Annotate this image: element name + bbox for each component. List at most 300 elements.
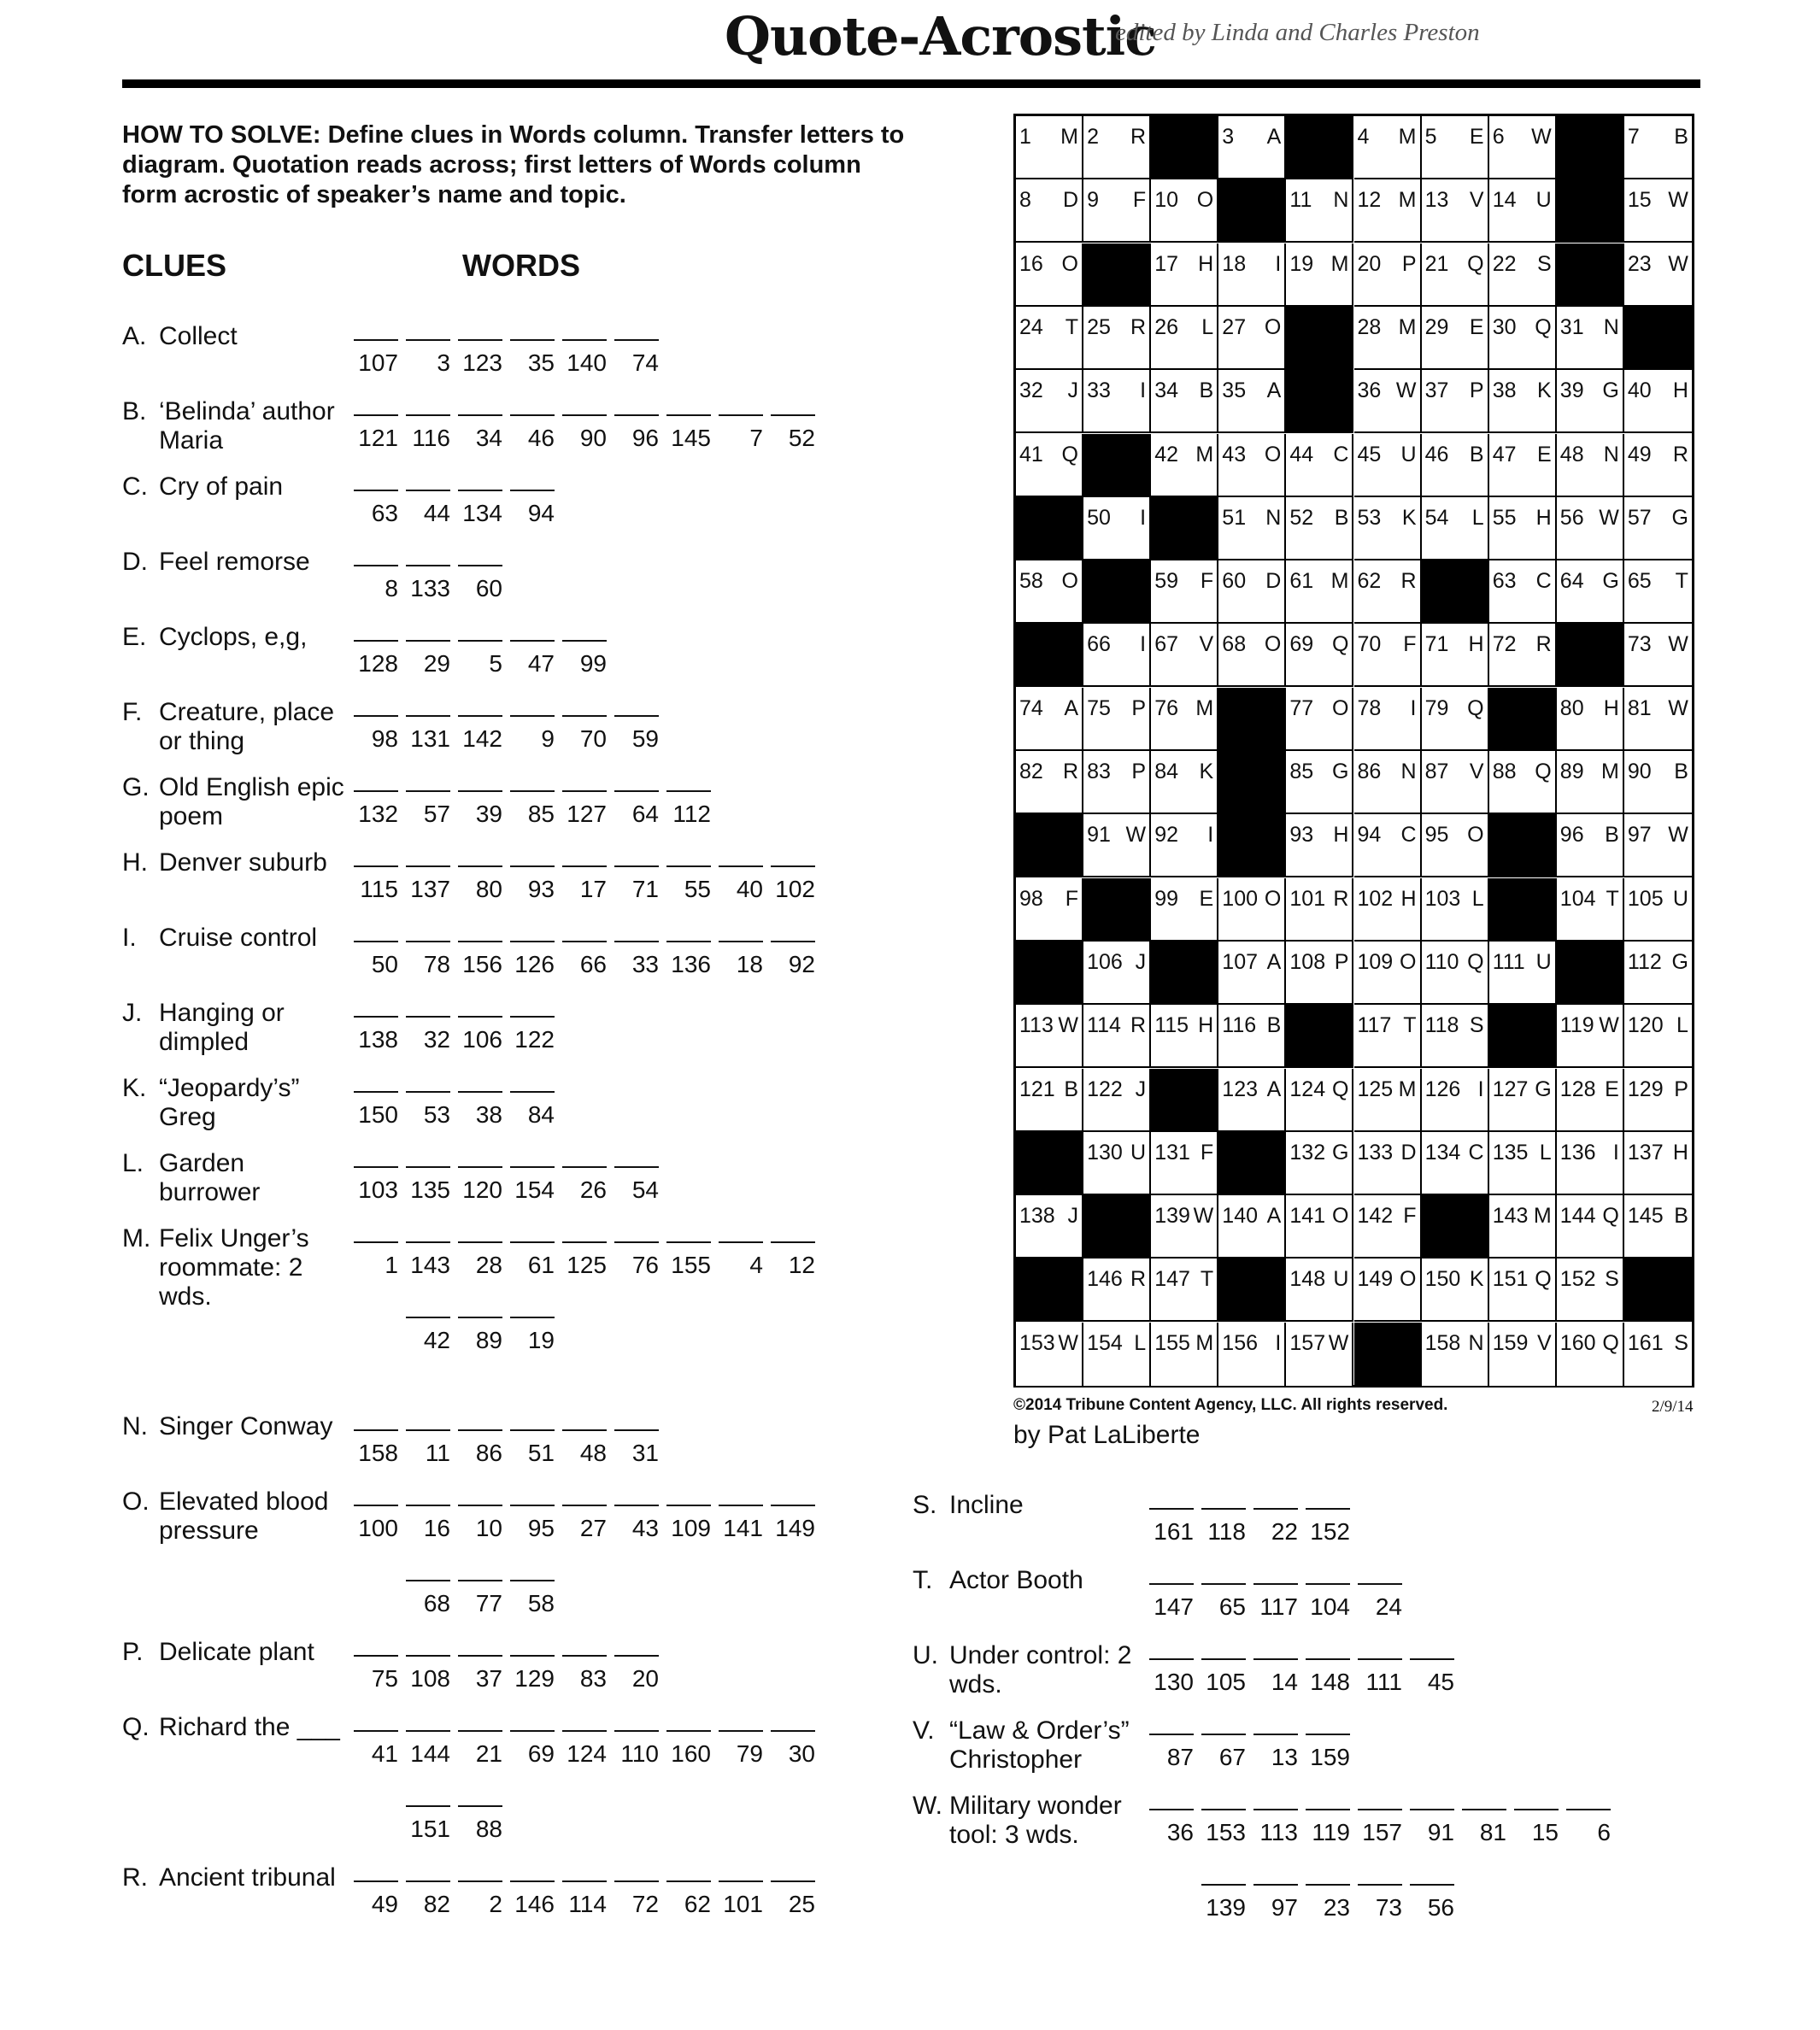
- answer-blank[interactable]: [510, 1429, 555, 1466]
- grid-cell[interactable]: [1218, 307, 1286, 370]
- answer-blank[interactable]: [354, 1505, 398, 1541]
- answer-blank[interactable]: [771, 941, 815, 977]
- grid-cell[interactable]: [1016, 434, 1083, 497]
- answer-blank[interactable]: [614, 1730, 659, 1767]
- answer-blank[interactable]: [458, 941, 502, 977]
- answer-blank[interactable]: [354, 941, 398, 977]
- answer-blank[interactable]: [1253, 1809, 1298, 1845]
- grid-cell[interactable]: [1286, 497, 1353, 560]
- answer-blank[interactable]: [458, 1016, 502, 1053]
- answer-blank[interactable]: [562, 414, 607, 451]
- grid-cell[interactable]: [1557, 307, 1624, 370]
- answer-blank[interactable]: [510, 865, 555, 902]
- answer-blank[interactable]: [1201, 1809, 1246, 1845]
- grid-cell[interactable]: [1354, 624, 1422, 687]
- grid-cell[interactable]: [1354, 370, 1422, 433]
- answer-blank[interactable]: [406, 1730, 450, 1767]
- answer-blank[interactable]: [1306, 1583, 1350, 1620]
- grid-cell[interactable]: [1083, 497, 1151, 560]
- grid-cell[interactable]: [1218, 243, 1286, 307]
- answer-blank[interactable]: [719, 1730, 763, 1767]
- grid-cell[interactable]: [1624, 434, 1692, 497]
- answer-blank[interactable]: [406, 1429, 450, 1466]
- answer-blank[interactable]: [1253, 1658, 1298, 1695]
- grid-cell[interactable]: [1489, 751, 1557, 814]
- answer-blank[interactable]: [406, 640, 450, 677]
- grid-cell[interactable]: [1557, 560, 1624, 624]
- grid-cell[interactable]: [1557, 1005, 1624, 1068]
- grid-cell[interactable]: [1354, 1069, 1422, 1132]
- answer-blank[interactable]: [510, 490, 555, 526]
- grid-cell[interactable]: [1422, 1258, 1489, 1322]
- grid-cell[interactable]: [1218, 1195, 1286, 1258]
- grid-cell[interactable]: [1016, 243, 1083, 307]
- answer-blank[interactable]: [614, 1429, 659, 1466]
- grid-cell[interactable]: [1624, 1323, 1692, 1386]
- answer-blank[interactable]: [406, 1166, 450, 1203]
- answer-blank[interactable]: [354, 1730, 398, 1767]
- grid-cell[interactable]: [1422, 307, 1489, 370]
- grid-cell[interactable]: [1218, 370, 1286, 433]
- answer-blank[interactable]: [1410, 1884, 1454, 1921]
- answer-blank[interactable]: [458, 1241, 502, 1278]
- answer-blank[interactable]: [1566, 1809, 1611, 1845]
- answer-blank[interactable]: [562, 1166, 607, 1203]
- answer-blank[interactable]: [510, 640, 555, 677]
- grid-cell[interactable]: [1489, 1195, 1557, 1258]
- grid-cell[interactable]: [1624, 179, 1692, 243]
- answer-blank[interactable]: [406, 414, 450, 451]
- answer-blank[interactable]: [562, 1241, 607, 1278]
- grid-cell[interactable]: [1151, 243, 1218, 307]
- answer-blank[interactable]: [458, 1655, 502, 1692]
- grid-cell[interactable]: [1083, 688, 1151, 751]
- grid-cell[interactable]: [1286, 688, 1353, 751]
- grid-cell[interactable]: [1151, 814, 1218, 877]
- grid-cell[interactable]: [1557, 1195, 1624, 1258]
- grid-cell[interactable]: [1083, 1132, 1151, 1195]
- grid-cell[interactable]: [1286, 1132, 1353, 1195]
- answer-blank[interactable]: [354, 1241, 398, 1278]
- grid-cell[interactable]: [1286, 1258, 1353, 1322]
- answer-blank[interactable]: [458, 715, 502, 752]
- grid-cell[interactable]: [1218, 1005, 1286, 1068]
- answer-blank[interactable]: [354, 1016, 398, 1053]
- grid-cell[interactable]: [1286, 624, 1353, 687]
- answer-blank[interactable]: [614, 1880, 659, 1917]
- answer-blank[interactable]: [562, 941, 607, 977]
- grid-cell[interactable]: [1489, 243, 1557, 307]
- answer-blank[interactable]: [510, 1317, 555, 1353]
- grid-cell[interactable]: [1422, 624, 1489, 687]
- grid-cell[interactable]: [1083, 179, 1151, 243]
- grid-cell[interactable]: [1489, 1132, 1557, 1195]
- answer-blank[interactable]: [510, 1730, 555, 1767]
- grid-cell[interactable]: [1489, 116, 1557, 179]
- answer-blank[interactable]: [406, 339, 450, 376]
- grid-cell[interactable]: [1083, 1258, 1151, 1322]
- answer-blank[interactable]: [354, 640, 398, 677]
- grid-cell[interactable]: [1422, 434, 1489, 497]
- answer-blank[interactable]: [1358, 1809, 1402, 1845]
- grid-cell[interactable]: [1557, 497, 1624, 560]
- grid-cell[interactable]: [1489, 1258, 1557, 1322]
- answer-blank[interactable]: [666, 941, 711, 977]
- answer-blank[interactable]: [510, 1505, 555, 1541]
- grid-cell[interactable]: [1286, 1195, 1353, 1258]
- grid-cell[interactable]: [1218, 1323, 1286, 1386]
- answer-blank[interactable]: [458, 640, 502, 677]
- grid-cell[interactable]: [1151, 688, 1218, 751]
- grid-cell[interactable]: [1489, 1323, 1557, 1386]
- grid-cell[interactable]: [1624, 942, 1692, 1005]
- grid-cell[interactable]: [1151, 751, 1218, 814]
- grid-cell[interactable]: [1218, 497, 1286, 560]
- grid-cell[interactable]: [1083, 942, 1151, 1005]
- answer-blank[interactable]: [1358, 1583, 1402, 1620]
- answer-blank[interactable]: [406, 490, 450, 526]
- answer-blank[interactable]: [666, 1730, 711, 1767]
- grid-cell[interactable]: [1557, 814, 1624, 877]
- answer-blank[interactable]: [406, 1805, 450, 1842]
- grid-cell[interactable]: [1354, 942, 1422, 1005]
- answer-blank[interactable]: [458, 1730, 502, 1767]
- grid-cell[interactable]: [1016, 116, 1083, 179]
- grid-cell[interactable]: [1016, 688, 1083, 751]
- grid-cell[interactable]: [1354, 1005, 1422, 1068]
- grid-cell[interactable]: [1354, 878, 1422, 942]
- grid-cell[interactable]: [1422, 243, 1489, 307]
- grid-cell[interactable]: [1218, 116, 1286, 179]
- grid-cell[interactable]: [1151, 370, 1218, 433]
- answer-blank[interactable]: [562, 1655, 607, 1692]
- grid-cell[interactable]: [1016, 560, 1083, 624]
- grid-cell[interactable]: [1422, 878, 1489, 942]
- grid-cell[interactable]: [1354, 814, 1422, 877]
- grid-cell[interactable]: [1151, 434, 1218, 497]
- grid-cell[interactable]: [1354, 688, 1422, 751]
- grid-cell[interactable]: [1016, 1069, 1083, 1132]
- grid-cell[interactable]: [1218, 434, 1286, 497]
- grid-cell[interactable]: [1422, 179, 1489, 243]
- answer-blank[interactable]: [1201, 1658, 1246, 1695]
- answer-blank[interactable]: [406, 865, 450, 902]
- grid-cell[interactable]: [1151, 307, 1218, 370]
- answer-blank[interactable]: [614, 1166, 659, 1203]
- answer-blank[interactable]: [719, 941, 763, 977]
- answer-blank[interactable]: [719, 1880, 763, 1917]
- grid-cell[interactable]: [1557, 370, 1624, 433]
- answer-blank[interactable]: [1201, 1734, 1246, 1770]
- answer-blank[interactable]: [562, 865, 607, 902]
- answer-blank[interactable]: [562, 715, 607, 752]
- answer-blank[interactable]: [1149, 1583, 1194, 1620]
- answer-blank[interactable]: [562, 640, 607, 677]
- answer-blank[interactable]: [666, 1505, 711, 1541]
- grid-cell[interactable]: [1354, 1132, 1422, 1195]
- answer-blank[interactable]: [458, 1166, 502, 1203]
- grid-cell[interactable]: [1624, 814, 1692, 877]
- grid-cell[interactable]: [1354, 179, 1422, 243]
- answer-blank[interactable]: [354, 1429, 398, 1466]
- grid-cell[interactable]: [1286, 1069, 1353, 1132]
- answer-blank[interactable]: [406, 1091, 450, 1128]
- grid-cell[interactable]: [1218, 560, 1286, 624]
- answer-blank[interactable]: [406, 790, 450, 827]
- answer-blank[interactable]: [510, 790, 555, 827]
- grid-cell[interactable]: [1557, 1258, 1624, 1322]
- answer-blank[interactable]: [510, 1580, 555, 1616]
- grid-cell[interactable]: [1083, 307, 1151, 370]
- answer-blank[interactable]: [354, 1166, 398, 1203]
- grid-cell[interactable]: [1489, 370, 1557, 433]
- grid-cell[interactable]: [1083, 1005, 1151, 1068]
- grid-cell[interactable]: [1151, 624, 1218, 687]
- answer-blank[interactable]: [1462, 1809, 1506, 1845]
- grid-cell[interactable]: [1354, 307, 1422, 370]
- answer-blank[interactable]: [458, 865, 502, 902]
- grid-cell[interactable]: [1557, 1132, 1624, 1195]
- answer-blank[interactable]: [1358, 1884, 1402, 1921]
- answer-blank[interactable]: [666, 865, 711, 902]
- answer-blank[interactable]: [1149, 1658, 1194, 1695]
- grid-cell[interactable]: [1354, 434, 1422, 497]
- answer-blank[interactable]: [1358, 1658, 1402, 1695]
- grid-cell[interactable]: [1151, 1132, 1218, 1195]
- grid-cell[interactable]: [1624, 1005, 1692, 1068]
- grid-cell[interactable]: [1016, 1323, 1083, 1386]
- grid-cell[interactable]: [1083, 116, 1151, 179]
- answer-blank[interactable]: [1253, 1508, 1298, 1545]
- grid-cell[interactable]: [1083, 751, 1151, 814]
- answer-blank[interactable]: [562, 1429, 607, 1466]
- answer-blank[interactable]: [614, 790, 659, 827]
- answer-blank[interactable]: [562, 1880, 607, 1917]
- answer-blank[interactable]: [406, 1241, 450, 1278]
- grid-cell[interactable]: [1286, 243, 1353, 307]
- answer-blank[interactable]: [1149, 1809, 1194, 1845]
- grid-cell[interactable]: [1557, 1069, 1624, 1132]
- grid-cell[interactable]: [1083, 624, 1151, 687]
- grid-cell[interactable]: [1151, 179, 1218, 243]
- answer-blank[interactable]: [614, 1505, 659, 1541]
- grid-cell[interactable]: [1422, 814, 1489, 877]
- answer-blank[interactable]: [666, 414, 711, 451]
- grid-cell[interactable]: [1218, 624, 1286, 687]
- grid-cell[interactable]: [1354, 243, 1422, 307]
- answer-blank[interactable]: [458, 339, 502, 376]
- answer-blank[interactable]: [354, 1880, 398, 1917]
- grid-cell[interactable]: [1218, 942, 1286, 1005]
- grid-cell[interactable]: [1489, 179, 1557, 243]
- answer-blank[interactable]: [719, 1505, 763, 1541]
- answer-blank[interactable]: [771, 1880, 815, 1917]
- answer-blank[interactable]: [1201, 1583, 1246, 1620]
- grid-cell[interactable]: [1422, 942, 1489, 1005]
- grid-cell[interactable]: [1286, 1323, 1353, 1386]
- grid-cell[interactable]: [1286, 560, 1353, 624]
- grid-cell[interactable]: [1151, 1258, 1218, 1322]
- answer-blank[interactable]: [771, 1505, 815, 1541]
- answer-blank[interactable]: [510, 1016, 555, 1053]
- grid-cell[interactable]: [1422, 688, 1489, 751]
- grid-cell[interactable]: [1624, 688, 1692, 751]
- grid-cell[interactable]: [1286, 434, 1353, 497]
- grid-cell[interactable]: [1489, 1069, 1557, 1132]
- grid-cell[interactable]: [1422, 370, 1489, 433]
- answer-blank[interactable]: [458, 1429, 502, 1466]
- answer-blank[interactable]: [406, 565, 450, 601]
- answer-blank[interactable]: [614, 1655, 659, 1692]
- answer-blank[interactable]: [510, 414, 555, 451]
- answer-blank[interactable]: [1306, 1508, 1350, 1545]
- grid-cell[interactable]: [1354, 1258, 1422, 1322]
- answer-blank[interactable]: [354, 565, 398, 601]
- answer-blank[interactable]: [510, 339, 555, 376]
- grid-cell[interactable]: [1286, 942, 1353, 1005]
- answer-blank[interactable]: [666, 790, 711, 827]
- answer-blank[interactable]: [354, 790, 398, 827]
- answer-blank[interactable]: [510, 1166, 555, 1203]
- answer-blank[interactable]: [1149, 1508, 1194, 1545]
- answer-blank[interactable]: [1410, 1658, 1454, 1695]
- answer-blank[interactable]: [562, 1730, 607, 1767]
- answer-blank[interactable]: [510, 715, 555, 752]
- answer-blank[interactable]: [719, 865, 763, 902]
- grid-cell[interactable]: [1151, 1195, 1218, 1258]
- answer-blank[interactable]: [406, 1880, 450, 1917]
- answer-blank[interactable]: [510, 1880, 555, 1917]
- grid-cell[interactable]: [1286, 878, 1353, 942]
- answer-blank[interactable]: [1306, 1809, 1350, 1845]
- answer-blank[interactable]: [458, 1805, 502, 1842]
- answer-blank[interactable]: [1306, 1658, 1350, 1695]
- grid-cell[interactable]: [1151, 878, 1218, 942]
- answer-blank[interactable]: [406, 1016, 450, 1053]
- grid-cell[interactable]: [1083, 814, 1151, 877]
- answer-blank[interactable]: [771, 1241, 815, 1278]
- answer-blank[interactable]: [771, 865, 815, 902]
- answer-blank[interactable]: [1306, 1884, 1350, 1921]
- answer-blank[interactable]: [1514, 1809, 1559, 1845]
- answer-blank[interactable]: [1201, 1508, 1246, 1545]
- answer-blank[interactable]: [666, 1241, 711, 1278]
- grid-cell[interactable]: [1151, 560, 1218, 624]
- grid-cell[interactable]: [1557, 1323, 1624, 1386]
- grid-cell[interactable]: [1016, 1195, 1083, 1258]
- answer-blank[interactable]: [458, 490, 502, 526]
- answer-blank[interactable]: [354, 414, 398, 451]
- grid-cell[interactable]: [1422, 1132, 1489, 1195]
- answer-blank[interactable]: [614, 865, 659, 902]
- grid-cell[interactable]: [1016, 179, 1083, 243]
- grid-cell[interactable]: [1422, 1323, 1489, 1386]
- grid-cell[interactable]: [1624, 560, 1692, 624]
- grid-cell[interactable]: [1354, 560, 1422, 624]
- answer-blank[interactable]: [771, 414, 815, 451]
- answer-blank[interactable]: [354, 715, 398, 752]
- grid-cell[interactable]: [1489, 560, 1557, 624]
- answer-blank[interactable]: [1253, 1583, 1298, 1620]
- answer-blank[interactable]: [354, 1091, 398, 1128]
- answer-blank[interactable]: [406, 1317, 450, 1353]
- answer-blank[interactable]: [510, 1655, 555, 1692]
- answer-blank[interactable]: [666, 1880, 711, 1917]
- answer-blank[interactable]: [614, 941, 659, 977]
- grid-cell[interactable]: [1016, 751, 1083, 814]
- answer-blank[interactable]: [458, 790, 502, 827]
- answer-blank[interactable]: [458, 1505, 502, 1541]
- answer-blank[interactable]: [406, 1580, 450, 1616]
- answer-blank[interactable]: [458, 1091, 502, 1128]
- answer-blank[interactable]: [406, 1655, 450, 1692]
- grid-cell[interactable]: [1422, 1005, 1489, 1068]
- answer-blank[interactable]: [354, 490, 398, 526]
- grid-cell[interactable]: [1286, 814, 1353, 877]
- answer-blank[interactable]: [719, 414, 763, 451]
- grid-cell[interactable]: [1083, 370, 1151, 433]
- grid-cell[interactable]: [1151, 1005, 1218, 1068]
- grid-cell[interactable]: [1422, 497, 1489, 560]
- answer-blank[interactable]: [562, 790, 607, 827]
- answer-blank[interactable]: [510, 1241, 555, 1278]
- answer-blank[interactable]: [1253, 1734, 1298, 1770]
- grid-cell[interactable]: [1083, 1069, 1151, 1132]
- grid-cell[interactable]: [1624, 1132, 1692, 1195]
- grid-cell[interactable]: [1422, 116, 1489, 179]
- grid-cell[interactable]: [1489, 307, 1557, 370]
- answer-blank[interactable]: [1410, 1809, 1454, 1845]
- answer-blank[interactable]: [614, 715, 659, 752]
- grid-cell[interactable]: [1557, 688, 1624, 751]
- answer-blank[interactable]: [458, 414, 502, 451]
- answer-blank[interactable]: [406, 715, 450, 752]
- grid-cell[interactable]: [1557, 878, 1624, 942]
- answer-blank[interactable]: [1253, 1884, 1298, 1921]
- answer-blank[interactable]: [406, 1505, 450, 1541]
- grid-cell[interactable]: [1557, 434, 1624, 497]
- answer-blank[interactable]: [1201, 1884, 1246, 1921]
- grid-cell[interactable]: [1489, 942, 1557, 1005]
- answer-blank[interactable]: [1149, 1734, 1194, 1770]
- grid-cell[interactable]: [1557, 751, 1624, 814]
- answer-blank[interactable]: [614, 339, 659, 376]
- grid-cell[interactable]: [1489, 624, 1557, 687]
- grid-cell[interactable]: [1624, 370, 1692, 433]
- grid-cell[interactable]: [1083, 1323, 1151, 1386]
- grid-cell[interactable]: [1218, 1069, 1286, 1132]
- grid-cell[interactable]: [1354, 116, 1422, 179]
- answer-blank[interactable]: [458, 1880, 502, 1917]
- grid-cell[interactable]: [1624, 497, 1692, 560]
- grid-cell[interactable]: [1489, 497, 1557, 560]
- answer-blank[interactable]: [458, 1580, 502, 1616]
- answer-blank[interactable]: [719, 1241, 763, 1278]
- grid-cell[interactable]: [1016, 1005, 1083, 1068]
- grid-cell[interactable]: [1286, 179, 1353, 243]
- grid-cell[interactable]: [1151, 1323, 1218, 1386]
- answer-blank[interactable]: [354, 865, 398, 902]
- grid-cell[interactable]: [1354, 497, 1422, 560]
- answer-blank[interactable]: [510, 1091, 555, 1128]
- grid-cell[interactable]: [1286, 751, 1353, 814]
- grid-cell[interactable]: [1624, 624, 1692, 687]
- grid-cell[interactable]: [1624, 751, 1692, 814]
- answer-blank[interactable]: [354, 339, 398, 376]
- grid-cell[interactable]: [1422, 751, 1489, 814]
- answer-blank[interactable]: [406, 941, 450, 977]
- grid-cell[interactable]: [1354, 1195, 1422, 1258]
